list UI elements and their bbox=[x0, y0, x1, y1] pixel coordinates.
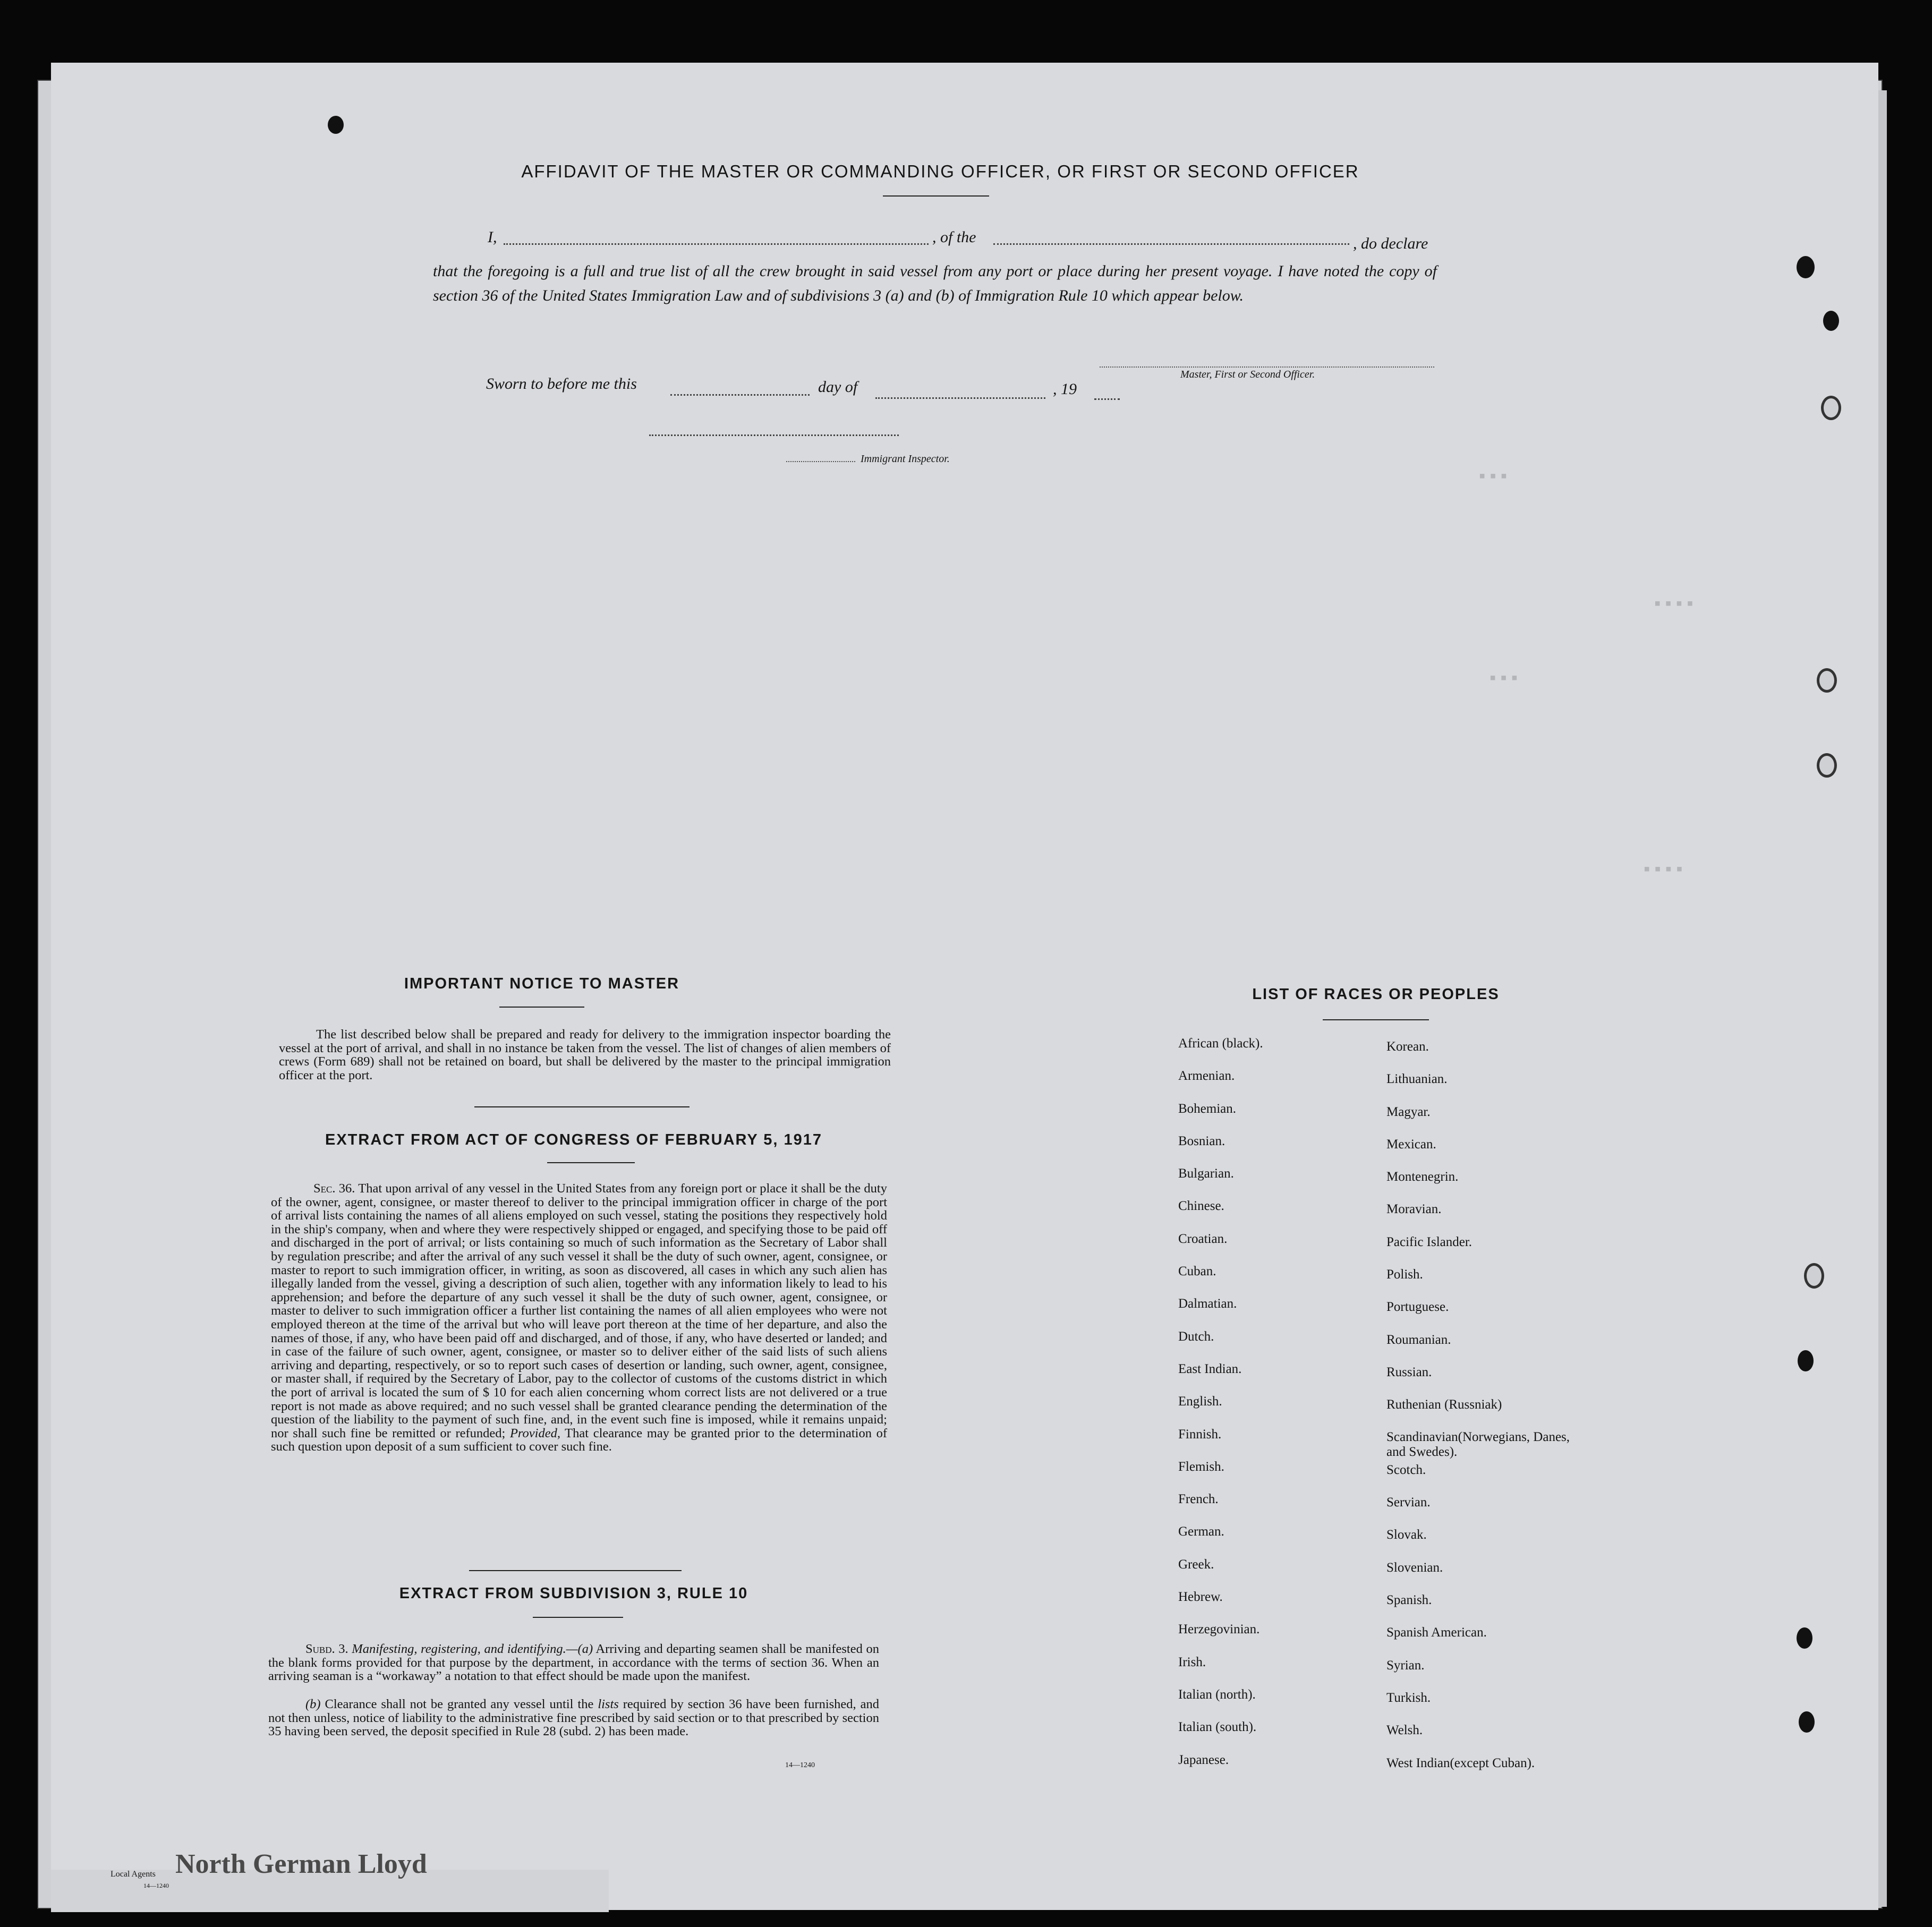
race-item: East Indian. bbox=[1178, 1361, 1242, 1376]
divider bbox=[533, 1617, 623, 1618]
day-of-label: day of bbox=[818, 378, 858, 396]
race-item: Moravian. bbox=[1386, 1202, 1442, 1217]
race-item: Magyar. bbox=[1386, 1104, 1431, 1119]
race-item: Polish. bbox=[1386, 1267, 1423, 1282]
race-item: Finnish. bbox=[1178, 1427, 1222, 1442]
rule-subd-a bbox=[268, 1642, 879, 1683]
race-item: Hebrew. bbox=[1178, 1590, 1223, 1605]
divider bbox=[1323, 1019, 1429, 1020]
affidavit-of-the-label: , of the bbox=[932, 228, 976, 246]
race-item: Lithuanian. bbox=[1386, 1072, 1448, 1087]
race-item: Cuban. bbox=[1178, 1264, 1216, 1279]
race-item: Flemish. bbox=[1178, 1459, 1224, 1474]
divider bbox=[469, 1570, 682, 1571]
punch-hole-icon bbox=[1817, 753, 1837, 778]
bleed-mark: ▪▪▪ bbox=[1487, 669, 1520, 689]
race-item: Ruthenian (Russniak) bbox=[1386, 1397, 1502, 1412]
affidavit-text: that the foregoing is a full and true list of all the crew brought in said vessel from any port or place during her present voyage. I have noted the copy of section 36 of the United States Immigration Law and of subdivisions 3 (a) and (b) of Immigration Rule 10 which appear below. bbox=[433, 262, 1437, 304]
footer-form-number: 14—1240 bbox=[143, 1882, 169, 1889]
race-item: Japanese. bbox=[1178, 1752, 1229, 1767]
year-label: , 19 bbox=[1053, 380, 1077, 398]
bleed-through-text: North German Lloyd bbox=[175, 1849, 427, 1879]
race-item: Scotch. bbox=[1386, 1462, 1426, 1477]
bleed-mark: ▪▪▪▪ bbox=[1641, 860, 1685, 881]
punch-hole-icon bbox=[1821, 396, 1841, 420]
signature-line[interactable] bbox=[1100, 366, 1434, 368]
race-item: Spanish. bbox=[1386, 1593, 1432, 1608]
vessel-field[interactable] bbox=[993, 243, 1349, 245]
race-item: French. bbox=[1178, 1492, 1219, 1507]
race-item: African (black). bbox=[1178, 1036, 1263, 1051]
race-item: Korean. bbox=[1386, 1039, 1429, 1054]
race-item: Bohemian. bbox=[1178, 1101, 1237, 1116]
act-section-36 bbox=[271, 1182, 887, 1454]
rule-text-a: Arriving and departing seamen shall be manifested on the blank forms provided for that purpose by the department, in accordance with the terms of section 36. When an arriving seaman is a “workaway” a notation to that effect should be made upon the manifest. bbox=[268, 1642, 879, 1684]
rule-text-b-1: Clearance shall not be granted any vessel until the bbox=[325, 1697, 594, 1711]
race-item: West Indian(except Cuban). bbox=[1386, 1755, 1535, 1770]
divider bbox=[883, 195, 989, 197]
punch-hole-icon bbox=[1817, 668, 1837, 693]
race-item: Mexican. bbox=[1386, 1137, 1436, 1152]
local-agents-label: Local Agents bbox=[110, 1870, 156, 1879]
affidavit-declare-label: , do declare bbox=[1353, 235, 1428, 252]
notice-heading: IMPORTANT NOTICE TO MASTER bbox=[404, 975, 680, 992]
race-item: Croatian. bbox=[1178, 1231, 1228, 1246]
rule-subd-label: Subd. 3. bbox=[305, 1642, 348, 1656]
sworn-year-field[interactable] bbox=[1094, 398, 1120, 400]
notice-text: The list described below shall be prepared and ready for delivery to the immigration inspector boarding the vessel at the port of arrival, and shall in no instance be taken from the vessel. The list of changes of alien members of crews (Form 689) shall not be retained on board, but shall be delivered by the master to the principal immigration officer at the port. bbox=[279, 1027, 891, 1082]
race-item: Bosnian. bbox=[1178, 1133, 1225, 1148]
divider bbox=[786, 461, 855, 462]
race-item: Montenegrin. bbox=[1386, 1170, 1459, 1184]
affidavit-title: AFFIDAVIT OF THE MASTER OR COMMANDING OFFICER, OR FIRST OR SECOND OFFICER bbox=[521, 161, 1359, 181]
master-signature-label: Master, First or Second Officer. bbox=[1180, 369, 1315, 380]
race-item: English. bbox=[1178, 1394, 1222, 1409]
race-item: Roumanian. bbox=[1386, 1332, 1451, 1347]
race-item: Spanish American. bbox=[1386, 1625, 1487, 1640]
race-item: Slovak. bbox=[1386, 1528, 1427, 1542]
race-item: Armenian. bbox=[1178, 1069, 1235, 1084]
races-heading: LIST OF RACES OR PEOPLES bbox=[1252, 986, 1500, 1003]
bleed-mark: ▪▪▪ bbox=[1477, 467, 1510, 488]
affidavit-i-label: I, bbox=[488, 228, 497, 246]
punch-hole-icon bbox=[328, 116, 344, 134]
divider bbox=[499, 1007, 584, 1008]
punch-hole-icon bbox=[1798, 1350, 1814, 1371]
act-heading: EXTRACT FROM ACT OF CONGRESS OF FEBRUARY 5, 1917 bbox=[325, 1131, 823, 1148]
act-text: That upon arrival of any vessel in the United States from any foreign port or place it shall be the duty of the owner, agent, consignee, or master thereof to deliver to the principal immigration officer in charge of the port of arrival lists containing the names of all aliens employed on such vessel, stating the positions they respectively hold in the ship's company, when and where they were respectively shipped or engaged, and specifying those to be paid off and discharged in the port of arrival; or lists containing so much of such information as the Secretary of Labor shall by regulation prescribe; and after the arrival of any such vessel it shall be the duty of such owner, agent, consignee, or master to report to such immigration officer, in writing, as soon as discovered, all cases in which any such alien has illegally landed from the vessel, giving a description of such alien, together with any information likely to lead to his apprehension; and before the departure of any such vessel it shall be the duty of such owner, agent, consignee, or master to deliver to such immigration officer a further list containing the names of all alien employees who were not employed thereon at the time of the arrival but who will leave port thereon at the time of her departure, and also the names of those, if any, who have been paid off and discharged, and of those, if any, who have deserted or landed; and in case of the failure of such owner, agent, consignee, or master so to deliver either of the said lists of such aliens arriving and departing, respectively, or so to report such cases of desertion or landing, such owner, agent, consignee, or master shall, if required by the Secretary of Labor, pay to the collector of customs of the customs district in which the port of arrival is located the sum of $ 10 for each alien concerning whom correct lists are not delivered or a true report is not made as above required; and no such vessel shall be granted clearance pending the determination of the question of the liability to the payment of such fine, and, in the event such fine is imposed, while it remains unpaid; nor shall such fine be remitted or refunded; bbox=[271, 1181, 887, 1440]
race-item: Italian (north). bbox=[1178, 1687, 1256, 1702]
sworn-month-field[interactable] bbox=[875, 397, 1045, 399]
act-text-end: That clearance may be granted prior to the determination of such question upon deposit of a sum sufficient to cover such fine. bbox=[271, 1426, 887, 1454]
divider bbox=[547, 1162, 635, 1163]
race-item: Greek. bbox=[1178, 1557, 1214, 1572]
act-provided-label: Provided, bbox=[509, 1426, 560, 1440]
act-section-label: Sec. 36. bbox=[313, 1181, 355, 1196]
race-item: Bulgarian. bbox=[1178, 1166, 1234, 1181]
rule-subd-b bbox=[268, 1698, 879, 1738]
race-item: German. bbox=[1178, 1524, 1224, 1539]
race-item: Scandinavian(Norwegians, Danes, and Swedes). bbox=[1386, 1429, 1570, 1459]
divider bbox=[474, 1106, 690, 1107]
punch-hole-icon bbox=[1797, 1627, 1812, 1649]
race-item: Servian. bbox=[1386, 1495, 1431, 1510]
inspector-signature-line[interactable] bbox=[649, 434, 899, 436]
name-field[interactable] bbox=[504, 243, 929, 245]
punch-hole-icon bbox=[1823, 311, 1839, 331]
race-item: Pacific Islander. bbox=[1386, 1234, 1473, 1249]
rule-b-label: (b) bbox=[305, 1697, 321, 1711]
race-item: Italian (south). bbox=[1178, 1720, 1257, 1735]
rule-lists-word: lists bbox=[598, 1697, 619, 1711]
rule-heading: EXTRACT FROM SUBDIVISION 3, RULE 10 bbox=[399, 1585, 748, 1602]
rule-subd-title: Manifesting, registering, and identifying.—(a) bbox=[352, 1642, 593, 1656]
punch-hole-icon bbox=[1799, 1711, 1815, 1733]
rule-form-number: 14—1240 bbox=[785, 1761, 815, 1769]
punch-hole-icon bbox=[1797, 256, 1815, 278]
punch-hole-icon bbox=[1804, 1263, 1824, 1289]
race-item: Slovenian. bbox=[1386, 1560, 1443, 1575]
race-item: Welsh. bbox=[1386, 1723, 1423, 1738]
race-item: Portuguese. bbox=[1386, 1300, 1449, 1315]
race-item: Irish. bbox=[1178, 1655, 1206, 1669]
race-item: Turkish. bbox=[1386, 1690, 1431, 1705]
race-item: Syrian. bbox=[1386, 1658, 1425, 1673]
inspector-label: Immigrant Inspector. bbox=[861, 453, 950, 465]
race-item: Dutch. bbox=[1178, 1329, 1214, 1344]
race-item: Chinese. bbox=[1178, 1199, 1224, 1214]
race-item: Russian. bbox=[1386, 1365, 1432, 1379]
races-right-column bbox=[1386, 1039, 1615, 1788]
sworn-label: Sworn to before me this bbox=[486, 375, 637, 393]
sworn-day-field[interactable] bbox=[670, 394, 810, 396]
races-left-column bbox=[1178, 1036, 1385, 1785]
race-item: Dalmatian. bbox=[1178, 1297, 1237, 1311]
bleed-mark: ▪▪▪▪ bbox=[1652, 595, 1696, 615]
rule-text-b-2: required by section 36 have been furnished, and not then unless, notice of liability to the administrative fine prescribed by said section or to that prescribed by section 35 having been served, the deposit specified in Rule 28 (subd. 2) has been made. bbox=[268, 1697, 879, 1739]
race-item: Herzegovinian. bbox=[1178, 1622, 1260, 1637]
